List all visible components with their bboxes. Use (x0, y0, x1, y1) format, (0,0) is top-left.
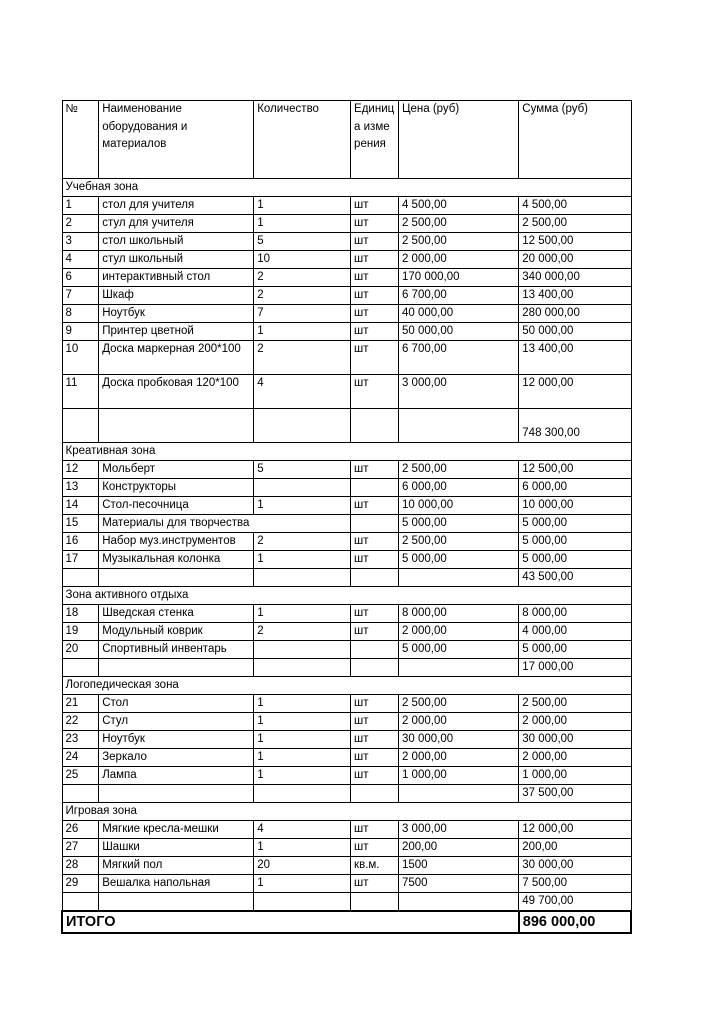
empty-cell (398, 569, 518, 587)
item-name: Ноутбук (99, 305, 254, 323)
item-unit: шт (351, 215, 399, 233)
item-quantity: 1 (254, 839, 351, 857)
item-quantity: 1 (254, 767, 351, 785)
empty-cell (351, 659, 399, 677)
item-sum: 30 000,00 (519, 731, 631, 749)
item-unit: шт (351, 341, 399, 375)
item-quantity: 1 (254, 605, 351, 623)
empty-cell (254, 659, 351, 677)
item-unit: шт (351, 713, 399, 731)
item-number: 23 (62, 731, 99, 749)
item-name: Ноутбук (99, 731, 254, 749)
item-quantity: 2 (254, 287, 351, 305)
item-quantity: 1 (254, 875, 351, 893)
item-price: 50 000,00 (398, 323, 518, 341)
header-price: Цена (руб) (398, 101, 518, 179)
item-number: 17 (62, 551, 99, 569)
subtotal-value: 43 500,00 (519, 569, 631, 587)
item-sum: 1 000,00 (519, 767, 631, 785)
table-row (62, 695, 631, 713)
empty-cell (62, 785, 99, 803)
item-number: 7 (62, 287, 99, 305)
item-number: 12 (62, 461, 99, 479)
item-sum: 2 500,00 (519, 695, 631, 713)
item-sum: 200,00 (519, 839, 631, 857)
table-row (62, 551, 631, 569)
item-number: 19 (62, 623, 99, 641)
section-header-row (62, 179, 631, 197)
item-number: 15 (62, 515, 99, 533)
item-name: Стол (99, 695, 254, 713)
item-name: Музыкальная колонка (99, 551, 254, 569)
table-row (62, 605, 631, 623)
item-unit: шт (351, 323, 399, 341)
item-sum: 13 400,00 (519, 341, 631, 375)
item-quantity (254, 479, 351, 497)
item-number: 21 (62, 695, 99, 713)
item-price: 7500 (398, 875, 518, 893)
item-price: 3 000,00 (398, 375, 518, 409)
item-unit: шт (351, 287, 399, 305)
item-unit: шт (351, 821, 399, 839)
item-sum: 6 000,00 (519, 479, 631, 497)
header-unit: Единица измерения (351, 101, 399, 179)
subtotal-value: 49 700,00 (519, 893, 631, 912)
empty-cell (351, 569, 399, 587)
table-row (62, 839, 631, 857)
subtotal-value: 748 300,00 (519, 409, 631, 443)
subtotal-row (62, 569, 631, 587)
item-number: 9 (62, 323, 99, 341)
item-number: 8 (62, 305, 99, 323)
item-unit (351, 479, 399, 497)
item-number: 18 (62, 605, 99, 623)
item-quantity: 4 (254, 375, 351, 409)
item-unit: шт (351, 623, 399, 641)
section-header-row (62, 677, 631, 695)
item-price: 2 500,00 (398, 695, 518, 713)
table-row (62, 821, 631, 839)
item-number: 13 (62, 479, 99, 497)
item-sum: 5 000,00 (519, 533, 631, 551)
item-price: 1500 (398, 857, 518, 875)
section-title: Зона активного отдыха (62, 587, 631, 605)
empty-cell (99, 659, 254, 677)
item-name: Модульный коврик (99, 623, 254, 641)
item-sum: 12 500,00 (519, 461, 631, 479)
item-number: 27 (62, 839, 99, 857)
empty-cell (62, 409, 99, 443)
subtotal-row (62, 785, 631, 803)
item-name: Материалы для творчества (99, 515, 351, 533)
item-name: Мягкий пол (99, 857, 254, 875)
item-quantity: 2 (254, 623, 351, 641)
item-price: 6 000,00 (398, 479, 518, 497)
empty-cell (351, 409, 399, 443)
item-quantity: 1 (254, 713, 351, 731)
empty-cell (99, 409, 254, 443)
item-number: 1 (62, 197, 99, 215)
item-sum: 20 000,00 (519, 251, 631, 269)
table-row (62, 533, 631, 551)
empty-cell (351, 785, 399, 803)
item-unit: шт (351, 749, 399, 767)
section-title: Учебная зона (62, 179, 631, 197)
item-name: Шашки (99, 839, 254, 857)
table-row (62, 287, 631, 305)
table-row (62, 641, 631, 659)
section-header-row (62, 587, 631, 605)
table-row (62, 269, 631, 287)
item-name: Принтер цветной (99, 323, 254, 341)
item-name: Мягкие кресла-мешки (99, 821, 254, 839)
grand-total-label: ИТОГО (62, 911, 519, 933)
item-quantity: 1 (254, 197, 351, 215)
item-unit: кв.м. (351, 857, 399, 875)
item-unit: шт (351, 269, 399, 287)
item-name: Мольберт (99, 461, 254, 479)
empty-cell (99, 893, 254, 912)
item-number: 29 (62, 875, 99, 893)
item-price: 1 000,00 (398, 767, 518, 785)
section-title: Логопедическая зона (62, 677, 631, 695)
item-sum: 12 000,00 (519, 821, 631, 839)
item-sum: 10 000,00 (519, 497, 631, 515)
item-quantity (254, 641, 351, 659)
subtotal-value: 37 500,00 (519, 785, 631, 803)
item-name: стол для учителя (99, 197, 254, 215)
item-name: Зеркало (99, 749, 254, 767)
equipment-estimate-table (61, 100, 632, 934)
table-row (62, 749, 631, 767)
empty-cell (254, 569, 351, 587)
item-price: 170 000,00 (398, 269, 518, 287)
grand-total-row (62, 911, 631, 933)
table-row (62, 497, 631, 515)
item-sum: 30 000,00 (519, 857, 631, 875)
empty-cell (254, 409, 351, 443)
item-price: 2 500,00 (398, 233, 518, 251)
item-price: 40 000,00 (398, 305, 518, 323)
table-row (62, 215, 631, 233)
item-unit (351, 515, 399, 533)
item-unit: шт (351, 251, 399, 269)
item-name: стул для учителя (99, 215, 254, 233)
item-name: Стол-песочница (99, 497, 254, 515)
item-number: 14 (62, 497, 99, 515)
table-header-row (62, 101, 631, 179)
empty-cell (398, 659, 518, 677)
table-row (62, 251, 631, 269)
item-sum: 5 000,00 (519, 641, 631, 659)
header-name: Наименование оборудования и материалов (99, 101, 254, 179)
item-unit: шт (351, 233, 399, 251)
item-sum: 4 500,00 (519, 197, 631, 215)
item-sum: 5 000,00 (519, 515, 631, 533)
table-body (62, 101, 631, 934)
item-price: 10 000,00 (398, 497, 518, 515)
item-sum: 7 500,00 (519, 875, 631, 893)
table-row (62, 767, 631, 785)
item-number: 6 (62, 269, 99, 287)
grand-total-value: 896 000,00 (519, 911, 631, 933)
item-unit: шт (351, 461, 399, 479)
table-row (62, 305, 631, 323)
table-row (62, 479, 631, 497)
item-unit: шт (351, 605, 399, 623)
empty-cell (351, 893, 399, 912)
item-sum: 2 000,00 (519, 749, 631, 767)
table-row (62, 875, 631, 893)
item-price: 2 000,00 (398, 749, 518, 767)
item-number: 24 (62, 749, 99, 767)
item-name: Стул (99, 713, 254, 731)
subtotal-row (62, 659, 631, 677)
item-price: 8 000,00 (398, 605, 518, 623)
item-sum: 13 400,00 (519, 287, 631, 305)
item-sum: 280 000,00 (519, 305, 631, 323)
item-name: Спортивный инвентарь (99, 641, 254, 659)
item-number: 3 (62, 233, 99, 251)
item-sum: 50 000,00 (519, 323, 631, 341)
table-row (62, 375, 631, 409)
item-price: 2 500,00 (398, 533, 518, 551)
item-number: 22 (62, 713, 99, 731)
header-qty: Количество (254, 101, 351, 179)
item-quantity: 1 (254, 749, 351, 767)
item-sum: 4 000,00 (519, 623, 631, 641)
item-price: 5 000,00 (398, 551, 518, 569)
item-quantity: 5 (254, 461, 351, 479)
item-unit: шт (351, 305, 399, 323)
item-price: 2 000,00 (398, 251, 518, 269)
item-name: Шкаф (99, 287, 254, 305)
item-price: 30 000,00 (398, 731, 518, 749)
item-sum: 2 000,00 (519, 713, 631, 731)
section-title: Игровая зона (62, 803, 631, 821)
item-unit: шт (351, 497, 399, 515)
item-name: интерактивный стол (99, 269, 254, 287)
item-unit: шт (351, 695, 399, 713)
item-unit: шт (351, 375, 399, 409)
section-header-row (62, 443, 631, 461)
item-price: 6 700,00 (398, 287, 518, 305)
item-unit: шт (351, 197, 399, 215)
item-name: Доска маркерная 200*100 (99, 341, 254, 375)
section-header-row (62, 803, 631, 821)
item-number: 28 (62, 857, 99, 875)
item-number: 10 (62, 341, 99, 375)
item-sum: 340 000,00 (519, 269, 631, 287)
item-price: 2 500,00 (398, 215, 518, 233)
item-quantity: 2 (254, 269, 351, 287)
item-name: Лампа (99, 767, 254, 785)
table-row (62, 857, 631, 875)
item-price: 6 700,00 (398, 341, 518, 375)
item-quantity: 10 (254, 251, 351, 269)
item-quantity: 1 (254, 551, 351, 569)
item-number: 26 (62, 821, 99, 839)
subtotal-row (62, 409, 631, 443)
item-unit: шт (351, 551, 399, 569)
item-price: 2 500,00 (398, 461, 518, 479)
table-row (62, 731, 631, 749)
item-quantity: 1 (254, 215, 351, 233)
table-row (62, 341, 631, 375)
item-price: 4 500,00 (398, 197, 518, 215)
empty-cell (62, 893, 99, 912)
item-sum: 12 500,00 (519, 233, 631, 251)
header-sum: Сумма (руб) (519, 101, 631, 179)
empty-cell (398, 893, 518, 912)
table-row (62, 233, 631, 251)
item-price: 2 000,00 (398, 623, 518, 641)
item-sum: 2 500,00 (519, 215, 631, 233)
subtotal-row (62, 893, 631, 912)
item-sum: 12 000,00 (519, 375, 631, 409)
header-num: № (62, 101, 99, 179)
item-name: Набор муз.инструментов (99, 533, 254, 551)
item-number: 2 (62, 215, 99, 233)
item-unit (351, 641, 399, 659)
empty-cell (62, 659, 99, 677)
item-quantity: 2 (254, 341, 351, 375)
item-sum: 5 000,00 (519, 551, 631, 569)
item-number: 20 (62, 641, 99, 659)
item-quantity: 2 (254, 533, 351, 551)
empty-cell (398, 409, 518, 443)
section-title: Креативная зона (62, 443, 631, 461)
item-unit: шт (351, 731, 399, 749)
item-price: 3 000,00 (398, 821, 518, 839)
subtotal-value: 17 000,00 (519, 659, 631, 677)
item-price: 5 000,00 (398, 641, 518, 659)
item-unit: шт (351, 839, 399, 857)
table-row (62, 461, 631, 479)
table-row (62, 515, 631, 533)
item-quantity: 4 (254, 821, 351, 839)
item-unit: шт (351, 875, 399, 893)
item-number: 16 (62, 533, 99, 551)
item-name: стул школьный (99, 251, 254, 269)
item-quantity: 7 (254, 305, 351, 323)
item-number: 4 (62, 251, 99, 269)
item-number: 11 (62, 375, 99, 409)
item-quantity: 20 (254, 857, 351, 875)
item-price: 5 000,00 (398, 515, 518, 533)
empty-cell (254, 785, 351, 803)
empty-cell (99, 569, 254, 587)
item-quantity: 1 (254, 323, 351, 341)
item-sum: 8 000,00 (519, 605, 631, 623)
item-price: 200,00 (398, 839, 518, 857)
item-quantity: 1 (254, 731, 351, 749)
item-name: стол школьный (99, 233, 254, 251)
item-quantity: 1 (254, 695, 351, 713)
item-quantity: 1 (254, 497, 351, 515)
table-row (62, 623, 631, 641)
item-number: 25 (62, 767, 99, 785)
empty-cell (62, 569, 99, 587)
table-row (62, 197, 631, 215)
item-name: Вешалка напольная (99, 875, 254, 893)
item-unit: шт (351, 533, 399, 551)
item-name: Шведская стенка (99, 605, 254, 623)
empty-cell (254, 893, 351, 912)
item-unit: шт (351, 767, 399, 785)
item-quantity: 5 (254, 233, 351, 251)
item-price: 2 000,00 (398, 713, 518, 731)
item-name: Доска пробковая 120*100 (99, 375, 254, 409)
table-row (62, 323, 631, 341)
table-row (62, 713, 631, 731)
empty-cell (398, 785, 518, 803)
item-name: Конструкторы (99, 479, 254, 497)
empty-cell (99, 785, 254, 803)
